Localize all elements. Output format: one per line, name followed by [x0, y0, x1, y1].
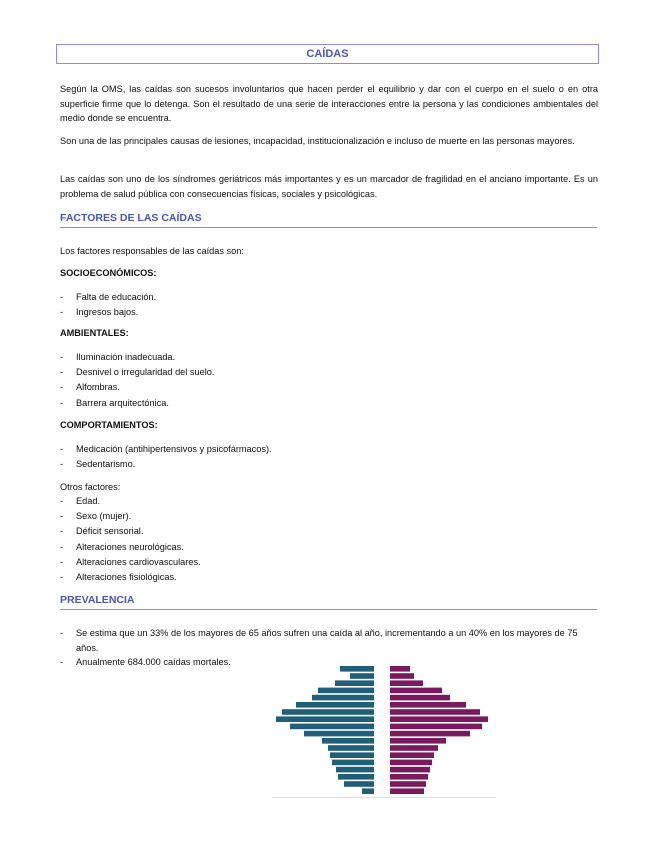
pyramid-bar-right	[390, 695, 450, 701]
pyramid-bar-left	[328, 745, 374, 751]
pyramid-bar-left	[350, 673, 374, 679]
socio-label: SOCIOECONÓMICOS:	[60, 268, 157, 278]
pyramid-bar-right	[390, 767, 430, 773]
pyramid-bar-left	[340, 666, 374, 672]
otros-list	[60, 494, 201, 585]
pyramid-bar-left	[318, 688, 374, 694]
pyramid-bar-left	[282, 709, 374, 715]
list-item: - Anualmente 684.000 caídas mortales.	[60, 657, 231, 667]
pyramid-bar-right	[390, 673, 414, 679]
pyramid-bar-right	[390, 760, 432, 766]
pyramid-bar-left	[312, 695, 374, 701]
factores-intro: Los factores responsables de las caídas son:	[60, 246, 244, 256]
list-item: - Alteraciones neurológicas.	[60, 541, 184, 552]
list-item: - Medicación (antihipertensivos y psicofármacos).	[60, 444, 272, 454]
list-item: - Se estima que un 33% de los mayores de 65 años sufren una caída al año, incrementando a un 40% en los mayores de 75 años.	[60, 628, 578, 653]
pyramid-bar-left	[322, 738, 374, 744]
pyramid-bar-right	[390, 680, 423, 686]
list-item: - Falta de educación.	[60, 292, 157, 302]
pyramid-bar-right	[390, 716, 488, 722]
list-item: - Déficit sensorial.	[60, 526, 144, 537]
comp-label: COMPORTAMIENTOS:	[60, 420, 158, 430]
pyramid-bar-right	[390, 745, 438, 751]
list-item: - Edad.	[60, 496, 101, 506]
pyramid-bar-left	[330, 752, 374, 758]
pyramid-bar-right	[390, 709, 480, 715]
socio-list	[60, 290, 156, 320]
list-item: - Alteraciones cardiovasculares.	[60, 556, 201, 567]
pyramid-bar-left	[296, 702, 374, 708]
pyramid-bar-left	[338, 774, 374, 780]
pyramid-bar-right	[390, 752, 434, 758]
list-item: - Ingresos bajos.	[60, 307, 139, 318]
pyramid-bar-left	[335, 680, 374, 686]
pyramid-bar-right	[390, 781, 426, 787]
intro-paragraph-1: Según la OMS, las caídas son sucesos involuntarios que hacen perder el equilibrio y dar con el cuerpo en el suelo o en otra superficie firme que lo detenga. Son el resultado de una serie de interacciones entre la persona y las condiciones ambientales del medio donde se encuentra.	[60, 84, 598, 123]
pyramid-bar-left	[304, 731, 374, 737]
section-heading-factores: FACTORES DE LAS CAÍDAS	[60, 212, 597, 228]
list-item: - Alteraciones fisiológicas.	[60, 572, 177, 583]
population-pyramid-chart	[262, 656, 506, 804]
pyramid-bar-left	[276, 716, 374, 722]
otros-label: Otros factores:	[60, 482, 121, 492]
intro-paragraph-2: Son una de las principales causas de lesiones, incapacidad, institucionalización e incluso de muerte en las personas mayores.	[60, 136, 575, 146]
pyramid-bar-right	[390, 738, 446, 744]
comp-list	[60, 442, 272, 472]
list-item: - Sedentarismo.	[60, 459, 136, 470]
pyramid-bar-right	[390, 731, 470, 737]
intro-paragraph-3: Las caídas son uno de los síndromes geriátricos más importantes y es un marcador de fragilidad en el anciano importante. Es un problema de salud pública con consecuencias físicas, sociales y psicológicas.	[60, 174, 598, 199]
pyramid-bar-right	[390, 788, 424, 794]
document-title: CAÍDAS	[56, 44, 599, 64]
pyramid-bar-right	[390, 724, 482, 730]
pyramid-bar-right	[390, 702, 466, 708]
pyramid-bar-right	[390, 666, 410, 672]
list-item: - Alfombras.	[60, 382, 120, 393]
list-item: - Sexo (mujer).	[60, 511, 132, 522]
pyramid-bar-left	[362, 788, 374, 794]
section-heading-prevalencia: PREVALENCIA	[60, 594, 597, 610]
pyramid-bar-left	[290, 724, 374, 730]
pyramid-bar-right	[390, 688, 442, 694]
list-item: - Desnivel o irregularidad del suelo.	[60, 367, 215, 378]
pyramid-bar-right	[390, 774, 428, 780]
pyramid-bar-left	[336, 767, 374, 773]
amb-label: AMBIENTALES:	[60, 328, 129, 338]
list-item: - Barrera arquitectónica.	[60, 397, 169, 408]
amb-list	[60, 350, 214, 411]
list-item: - Iluminación inadecuada.	[60, 352, 176, 362]
pyramid-bar-left	[332, 760, 374, 766]
pyramid-bar-left	[344, 781, 374, 787]
